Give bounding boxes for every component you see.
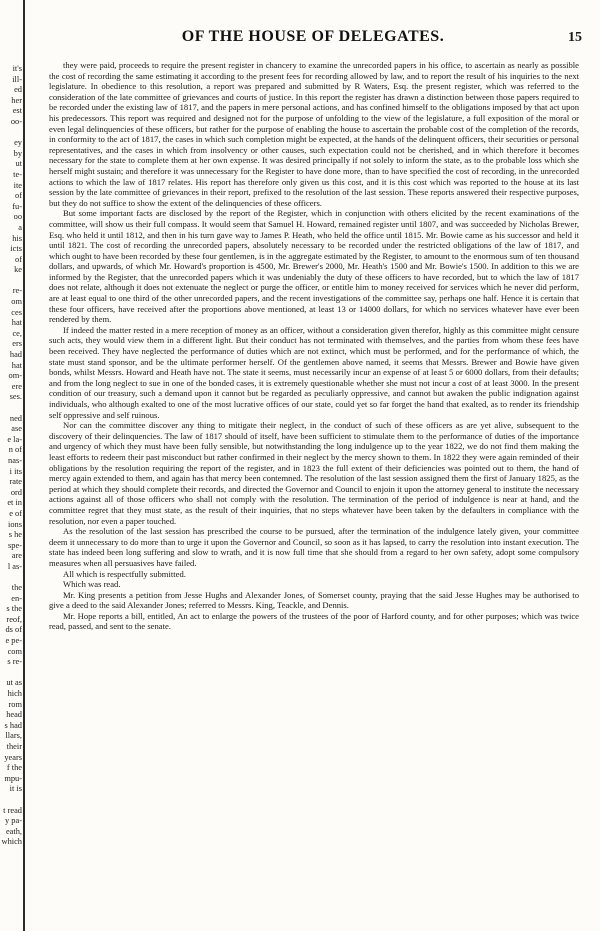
- paragraph-1: they were paid, proceeds to require the present register in chancery to examine the unrecorded papers in his office, to ascertain as nearly as possible the cost of recording the same estimating it according to the present fees for recording allowed by law, and to report the result of his inquiries to the next legislature. In obedience to this resolution, a report was prepared and submitted by R Waters, Esq. the present register, which was referred to the consideration of the late committee of grievances and courts of justice. In this report the register has drawn a distinction between those papers required to be recorded under the existing law of 1817, and the papers in mere personal actions, and has confined himself to the obligations imposed by that act upon his predecessors. This report was required and designed not for the purpose of unfolding to the view of the legislature, a full exposition of the moral or even legal delinquencies of these officers, but rather for the purpose of enabling the house to ascertain the probable cost of the completion of the records, in conformity to the act of 1817, the cases in which such completion might be expected, at the hands of the delinquent officers, their securities or personal representatives, and the cases in which from insolvency or other causes, such expectation could not be cherished, and in which therefore it becomes necessary for the state to complete them at her own expense. It was desired principally if not solely to inform the state, as to the probable loss which she herself might sustain; and therefore it was unnecessary for the Register to have done more, than to have specified the cost of recording, in the unrecorded actions to which the law of 1817 relates. His report has therefore only given us this cost, and it is this cost which was reported to the house at its last session by the late committee of grievances in their report, prefixed to the resolution of the last session. These reports answered their respective purposes, but they do not suffice to show the extent of the delinquencies of these officers.: [49, 60, 579, 208]
- margin-fragment: it is: [9, 784, 22, 794]
- margin-fragment: ere: [11, 381, 22, 391]
- margin-fragment: mpu-: [4, 773, 22, 783]
- margin-fragment: ill-: [12, 74, 22, 84]
- margin-fragment: te-: [13, 169, 22, 179]
- margin-fragment: ned: [9, 413, 22, 423]
- margin-fragment: ase: [11, 424, 22, 434]
- margin-fragment: ions: [8, 519, 22, 529]
- paragraph-9: Mr. Hope reports a bill, entitled, An act to enlarge the powers of the trustees of the poor of Harford county, and for other purposes; which was twice read, passed, and sent to the senate.: [49, 610, 579, 632]
- margin-fragment: ers: [12, 339, 22, 349]
- margin-fragment: it's: [12, 64, 22, 73]
- margin-fragment: ey: [14, 138, 22, 148]
- margin-fragment: e la-: [7, 434, 22, 444]
- margin-fragment: est: [12, 106, 22, 116]
- margin-fragment: hich: [7, 689, 22, 699]
- body-text: [49, 60, 579, 900]
- margin-fragment: ite: [13, 180, 22, 190]
- margin-fragment: eath,: [5, 826, 22, 836]
- margin-fragment: et in: [7, 498, 22, 508]
- margin-fragment: oo-: [10, 116, 22, 126]
- margin-fragment: e pe-: [5, 636, 22, 646]
- margin-fragment: had: [9, 350, 22, 360]
- page-number: 15: [568, 30, 582, 45]
- margin-fragment: s he: [8, 530, 22, 540]
- margin-fragment: [0, 668, 22, 679]
- page-title: OF THE HOUSE OF DELEGATES.: [181, 28, 445, 45]
- margin-fragment: [0, 795, 22, 806]
- margin-fragment: ord: [10, 487, 22, 497]
- margin-fragment: t read: [3, 805, 22, 815]
- margin-fragment: en-: [11, 593, 22, 603]
- margin-fragment: by: [13, 148, 22, 158]
- margin-fragment: reof,: [6, 614, 22, 624]
- margin-fragment: [0, 403, 22, 414]
- margin-fragment: ed: [14, 85, 22, 95]
- margin-fragment: his: [12, 233, 22, 243]
- margin-fragment: ces: [11, 307, 22, 317]
- margin-fragment: s re-: [7, 657, 22, 667]
- margin-fragment: om-: [8, 371, 22, 381]
- paragraph-8: Mr. King presents a petition from Jesse Hughs and Alexander Jones, of Somerset county, praying that the said Jesse Hughes may be authorised to give a deed to the said Alexander Jones; referred to Messrs. King, Teackle, and Dennis.: [49, 589, 579, 611]
- margin-fragment: l as-: [7, 561, 22, 571]
- margin-fragment: y pa-: [5, 816, 22, 826]
- paragraph-6: All which is respectfully submitted.: [63, 568, 186, 579]
- margin-fragment: fu-: [12, 201, 22, 211]
- margin-fragment: oo: [13, 212, 22, 222]
- margin-fragment: e of: [9, 508, 22, 518]
- page-header: [44, 28, 582, 48]
- margin-fragment: ut as: [6, 678, 22, 688]
- margin-fragment: [0, 573, 22, 584]
- margin-fragment: com: [7, 646, 22, 656]
- margin-fragment: ds of: [5, 625, 22, 635]
- margin-fragment: a: [18, 222, 22, 232]
- margin-fragment: rom: [8, 699, 22, 709]
- margin-fragment: i its: [9, 466, 22, 476]
- margin-fragment: her: [11, 95, 22, 105]
- binding-gutter-line: [23, 0, 25, 931]
- margin-fragment: ut: [15, 159, 22, 169]
- margin-fragment: [0, 276, 22, 287]
- paragraph-4: Nor can the committee discover any thing to mitigate their neglect, in the conduct of such of these officers as are yet alive, subsequent to the discovery of their delinquencies. The law of 1817 should of itself, have been sufficient to stimulate them to the performance of duties of the importance and urgency of which they must have been fully sensible, but notwithstanding the long indulgence up to the year 1822, we do not find them making the least efforts to redeem their past misconduct but rather confirmed in their neglect by the mercy shown to them. In 1822 they were again reminded of their obligations by the resolution requiring the report of the register, and in 1823 the full extent of their deficiencies was pointed out to them, the hand of mercy again extended to them, and again has that mercy been contemned. The resolution of the last session assigned them the first of January 1825, as the period at which they should complete their records, and directed the Governor and Council to enjoin it upon the attorney general to institute the necessary actions against all of those officers who shall not comply with the resolution. The termination of the period of indulgence is near at hand, and the committee regret that they must state, as the result of their inquiries, that no steps whatever have been taken by the defaulters in compliance with the resolution, nor even a paper touched.: [49, 420, 579, 526]
- margin-fragment: their: [6, 742, 22, 751]
- margin-fragment: [0, 128, 22, 139]
- margin-fragment: rate: [9, 477, 22, 487]
- margin-fragment: are: [11, 551, 22, 561]
- paragraph-2: But some important facts are disclosed by the report of the Register, which in conjunction with others elicited by the recent examinations of the committee, will show us their full compass. It would seem that Samuel H. Howard, remained register until 1807, and was succeeded by Nicholas Brewer, Esq. who held it until 1812, and then in his turn gave way to James P. Heath, who held the office until 1815. Mr. Bowie came as his successor and held it until 1821. The cost of recording the unrecorded papers, absolutely necessary to be recorded under the restricted obligations of the law of 1817, and which ought to have been recorded by these four gentlemen, is in the aggregate estimated by the Register, to amount to the enormous sum of ten thousand dollars, and upwards, of which Mr. Howard's proportion is 4500, Mr. Brewer's 2000, Mr. Heath's 1500 and Mr. Bowie's 1500. In addition to this we are informed by the Register, that the unrecorded papers which it was undeniably the duty of these officers to have recorded, but to which the law of 1817 does not relate, although it does not extenuate the neglect or purge the officer, or entitle him to money received for services which he never did perform, are at least equal to one third of the other unrecorded papers, and the recent investigations of the committee say, perhaps one half. Hence it is certain that these four officers, have received after the proportions above mentioned, at least 13 or 14000 dollars, for which no services whatever have ever been rendered by them.: [49, 208, 579, 325]
- margin-fragment: ce,: [12, 328, 22, 338]
- margin-fragment: ses.: [9, 392, 22, 402]
- paragraph-5: As the resolution of the last session has prescribed the course to be pursued, after the termination of the indulgence lately given, your committee deem it unnecessary to do more than to urge it upon the Governor and Council, so soon as it has lapsed, to carry the resolution into instant execution. The state has indeed been long suffering and slow to wrath, and it is now full time that she should from a regard to her own safety, adopt some compulsory measures when all persuasives have failed.: [49, 526, 579, 568]
- margin-fragment: head: [6, 710, 22, 720]
- margin-fragment: f the: [6, 763, 22, 773]
- margin-fragment: llars,: [5, 731, 22, 741]
- margin-fragment: nas-: [8, 455, 22, 465]
- margin-fragment: hat: [11, 318, 22, 328]
- margin-fragment: n of: [8, 445, 22, 455]
- margin-fragment: years: [4, 752, 22, 762]
- paragraph-7: Which was read.: [63, 579, 121, 590]
- margin-fragment: icts: [10, 244, 22, 254]
- paragraph-3: If indeed the matter rested in a mere reception of money as an officer, without a consideration given therefor, highly as this committee might censure such acts, they would view them in a different light. But their conduct has not terminated with themselves, and the parties from whom these fees have been received. They have neglected the performance of duties which are not extinct, which must be performed, and for the performance of which, the state must stand sponsor, and be the ultimate performer herself. Of the gentlemen above named, it seems that Messrs. Brewer and Bowie have given bonds, whilst Messrs. Howard and Heath have not. The state it seems, must necessarily incur an expense of at least 5 or 6000 dollars, from their defaults; and from the long neglect to sue in one of the bonded cases, it is extremely questionable whether she must not incur a cost of at least 3000. In the present condition of our treasury, such a demand upon it cannot but be regarded as peculiarly oppressive, and cannot but awaken the public indignation against individuals, who although exalted to one of the most lucrative offices of our state, could yet so far forget the hand that exalted, as to render its friendship self oppressive and self ruinous.: [49, 324, 579, 420]
- left-margin-fragments: [0, 64, 22, 848]
- margin-fragment: spe-: [8, 540, 22, 550]
- margin-fragment: hat: [11, 360, 22, 370]
- margin-fragment: ke: [14, 265, 22, 275]
- margin-fragment: s had: [4, 720, 22, 730]
- margin-fragment: the: [11, 583, 22, 593]
- margin-fragment: om: [11, 297, 22, 307]
- margin-fragment: re-: [12, 286, 22, 296]
- margin-fragment: of: [15, 254, 22, 264]
- margin-fragment: s the: [6, 604, 22, 614]
- margin-fragment: of: [15, 191, 22, 201]
- margin-fragment: which: [1, 837, 22, 847]
